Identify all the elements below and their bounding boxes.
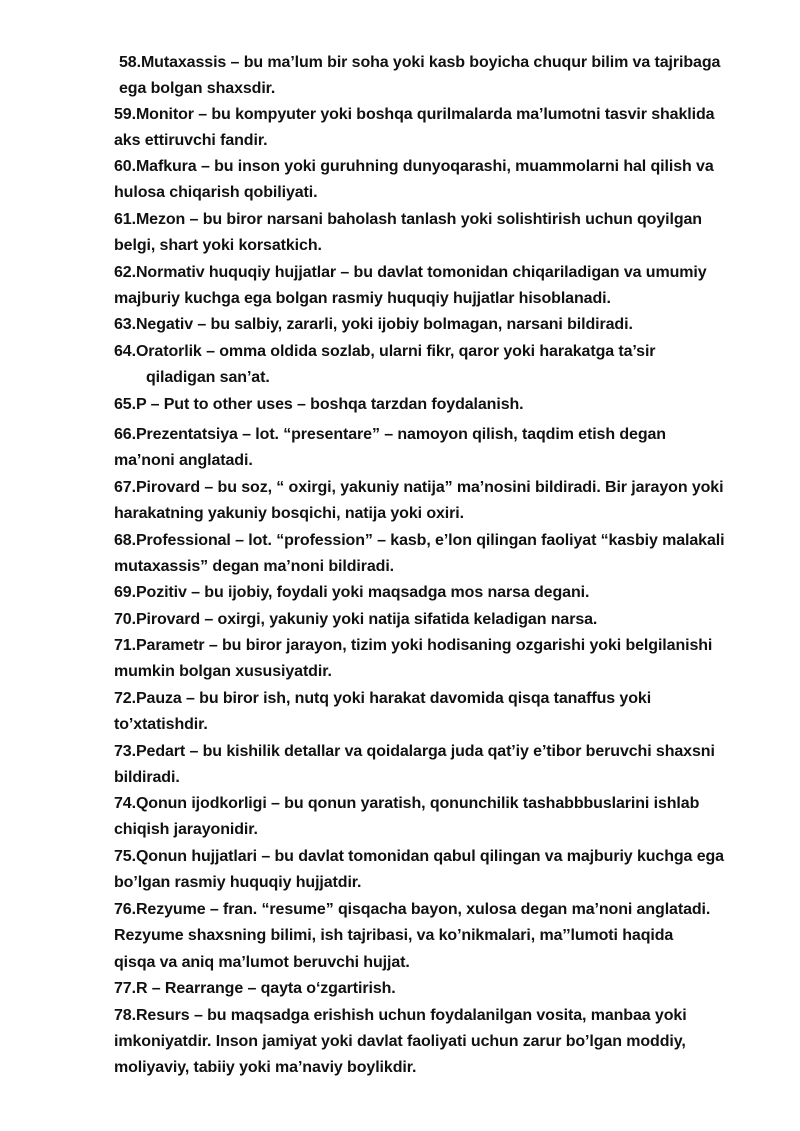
text-line: belgi, shart yoki korsatkich. [114, 237, 322, 254]
text-line: hulosa chiqarish qobiliyati. [114, 184, 318, 201]
text-line: 73.Pedart – bu kishilik detallar va qoidalarga juda qat’iy e’tibor beruvchi shaxsni [114, 743, 715, 760]
text-line: 74.Qonun ijodkorligi – bu qonun yaratish, qonunchilik tashabbbuslarini ishlab [114, 795, 700, 812]
text-line: harakatning yakuniy bosqichi, natija yoki oxiri. [114, 505, 464, 522]
text-line: mumkin bolgan xususiyatdir. [114, 663, 332, 680]
text-line: 69.Pozitiv – bu ijobiy, foydali yoki maqsadga mos narsa degani. [114, 584, 590, 601]
text-line: 71.Parametr – bu biror jarayon, tizim yoki hodisaning ozgarishi yoki belgilanishi [114, 637, 713, 654]
text-line: 75.Qonun hujjatlari – bu davlat tomonidan qabul qilingan va majburiy kuchga ega [114, 848, 724, 865]
text-line: moliyaviy, tabiiy yoki ma’naviy boylikdir. [114, 1059, 417, 1076]
text-line: Rezyume shaxsning bilimi, ish tajribasi, va ko’nikmalari, ma’’lumoti haqida [114, 927, 674, 944]
text-line: mutaxassis” degan ma’noni bildiradi. [114, 558, 395, 575]
text-line: 76.Rezyume – fran. “resume” qisqacha bayon, xulosa degan ma’noni anglatadi. [114, 901, 711, 918]
text-line: 78.Resurs – bu maqsadga erishish uchun foydalanilgan vosita, manbaa yoki [114, 1007, 687, 1024]
text-line: 66.Prezentatsiya – lot. “presentare” – namoyon qilish, taqdim etish degan [114, 426, 666, 443]
text-line: 59.Monitor – bu kompyuter yoki boshqa qurilmalarda ma’lumotni tasvir shaklida [114, 106, 715, 123]
text-line: 60.Mafkura – bu inson yoki guruhning dunyoqarashi, muammolarni hal qilish va [114, 158, 714, 175]
text-line: ega bolgan shaxsdir. [119, 80, 276, 97]
text-line: imkoniyatdir. Inson jamiyat yoki davlat faoliyati uchun zarur bo’lgan moddiy, [114, 1033, 686, 1050]
text-line: majburiy kuchga ega bolgan rasmiy huquqiy hujjatlar hisoblanadi. [114, 290, 611, 307]
text-line: qisqa va aniq ma’lumot beruvchi hujjat. [114, 954, 410, 971]
text-line: 61.Mezon – bu biror narsani baholash tanlash yoki solishtirish uchun qoyilgan [114, 211, 702, 228]
text-line: 72.Pauza – bu biror ish, nutq yoki harakat davomida qisqa tanaffus yoki [114, 690, 652, 707]
text-line: 64.Oratorlik – omma oldida sozlab, ularni fikr, qaror yoki harakatga ta’sir [114, 343, 656, 360]
text-line: 77.R – Rearrange – qayta o‘zgartirish. [114, 980, 396, 997]
text-line: 65.P – Put to other uses – boshqa tarzdan foydalanish. [114, 396, 524, 413]
text-line: aks ettiruvchi fandir. [114, 132, 268, 149]
text-line: 62.Normativ huquqiy hujjatlar – bu davlat tomonidan chiqariladigan va umumiy [114, 264, 707, 281]
text-line: bo’lgan rasmiy huquqiy hujjatdir. [114, 874, 362, 891]
text-line: 63.Negativ – bu salbiy, zararli, yoki ijobiy bolmagan, narsani bildiradi. [114, 316, 633, 333]
text-line: chiqish jarayonidir. [114, 821, 258, 838]
text-line: qiladigan san’at. [146, 369, 270, 386]
text-line: 67.Pirovard – bu soz, “ oxirgi, yakuniy natija” ma’nosini bildiradi. Bir jarayon yoki [114, 479, 724, 496]
text-line: 68.Professional – lot. “profession” – kasb, e’lon qilingan faoliyat “kasbiy malakali [114, 532, 725, 549]
text-line: to’xtatishdir. [114, 716, 208, 733]
text-line: 70.Pirovard – oxirgi, yakuniy yoki natija sifatida keladigan narsa. [114, 611, 598, 628]
text-line: bildiradi. [114, 769, 180, 786]
text-line: 58.Mutaxassis – bu ma’lum bir soha yoki kasb boyicha chuqur bilim va tajribaga [119, 54, 721, 71]
text-line: ma’noni anglatadi. [114, 452, 253, 469]
